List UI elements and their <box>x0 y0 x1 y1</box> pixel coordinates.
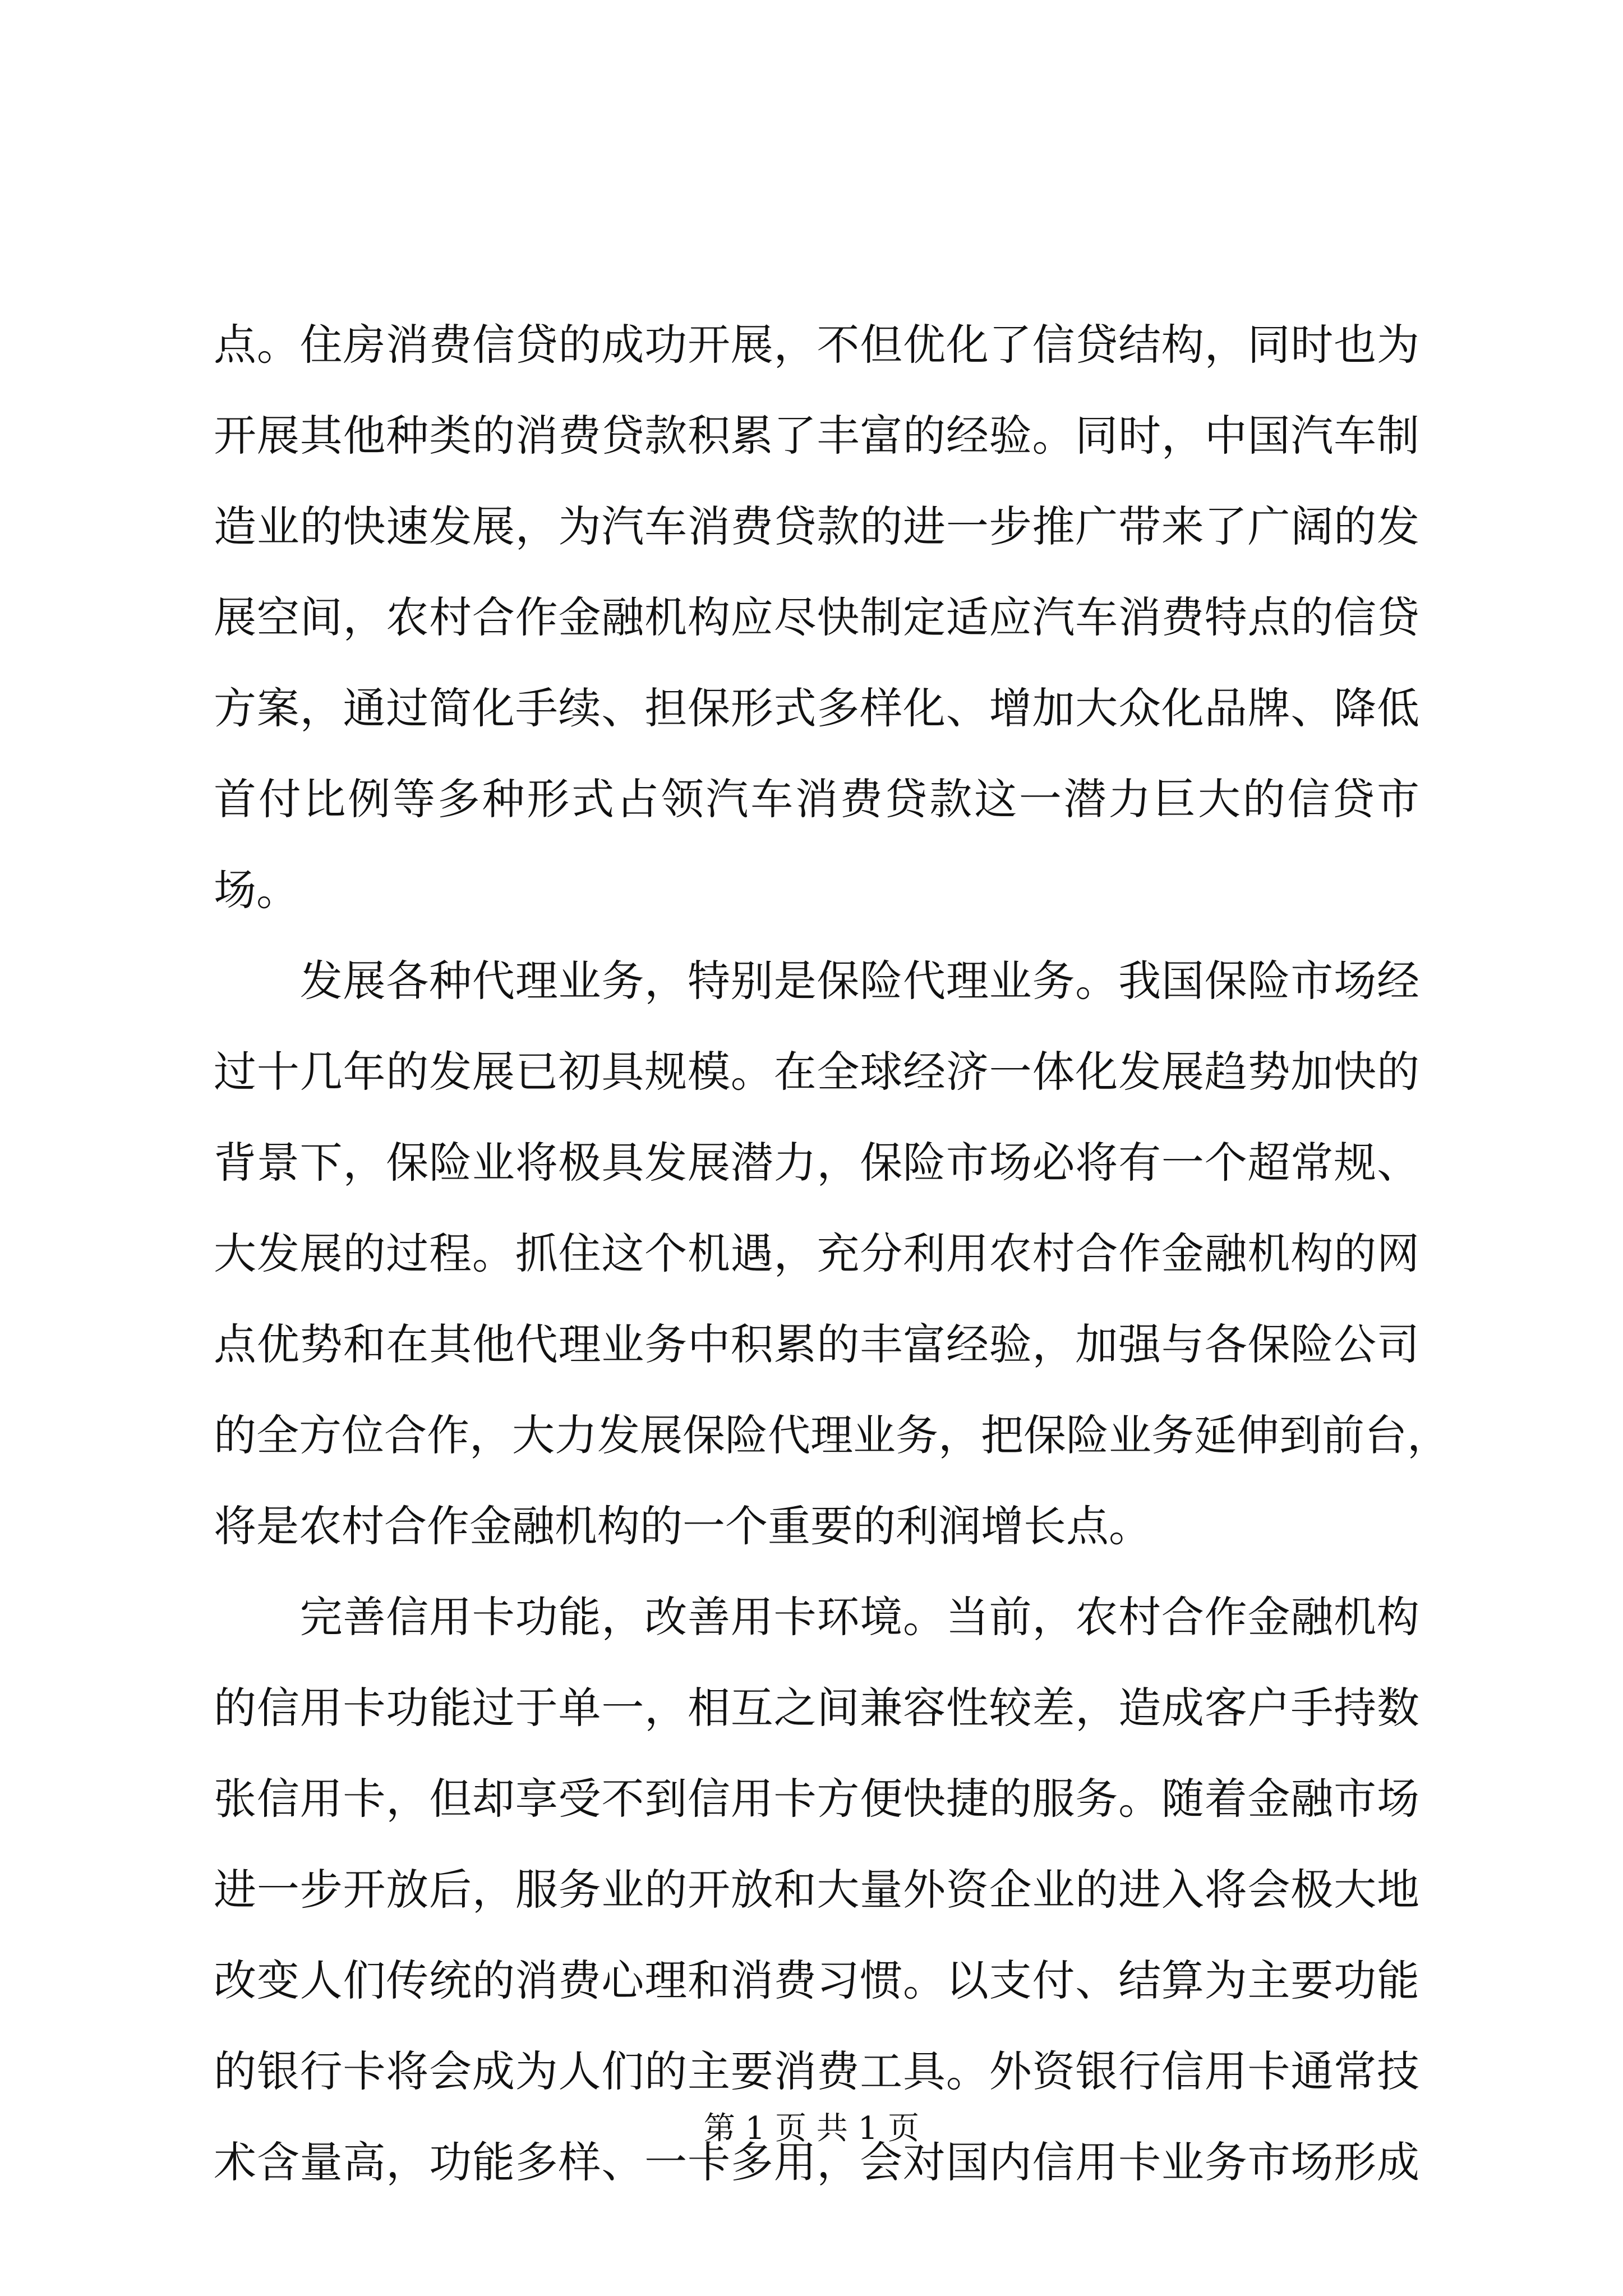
text-line: 背景下，保险业将极具发展潜力，保险市场必将有一个超常规、 <box>214 1138 1419 1188</box>
page-footer: 第 1 页 共 1 页 <box>703 2110 920 2147</box>
text-line: 将是农村合作金融机构的一个重要的利润增长点。 <box>214 1501 1151 1551</box>
text-line: 开展其他种类的消费贷款积累了丰富的经验。同时，中国汽车制 <box>214 411 1419 461</box>
body-text <box>214 300 1450 2208</box>
text-line: 造业的快速发展，为汽车消费贷款的进一步推广带来了广阔的发 <box>214 501 1419 551</box>
text-line: 完善信用卡功能，改善用卡环境。当前，农村合作金融机构 <box>214 1592 1419 1642</box>
text-line: 术含量高，功能多样、一卡多用，会对国内信用卡业务市场形成 <box>214 2137 1419 2187</box>
text-line: 场。 <box>214 865 299 915</box>
text-line: 首付比例等多种形式占领汽车消费贷款这一潜力巨大的信贷市 <box>214 774 1419 824</box>
text-line: 的信用卡功能过于单一，相互之间兼容性较差，造成客户手持数 <box>214 1683 1419 1733</box>
text-line: 进一步开放后，服务业的开放和大量外资企业的进入将会极大地 <box>214 1865 1419 1915</box>
text-line: 大发展的过程。抓住这个机遇，充分利用农村合作金融机构的网 <box>214 1228 1419 1278</box>
text-line: 点优势和在其他代理业务中积累的丰富经验，加强与各保险公司 <box>214 1319 1419 1369</box>
text-line: 的全方位合作，大力发展保险代理业务，把保险业务延伸到前台， <box>214 1410 1450 1460</box>
text-line: 的银行卡将会成为人们的主要消费工具。外资银行信用卡通常技 <box>214 2046 1419 2096</box>
text-line: 方案，通过简化手续、担保形式多样化、增加大众化品牌、降低 <box>214 683 1419 733</box>
text-line: 点。住房消费信贷的成功开展，不但优化了信贷结构，同时也为 <box>214 320 1419 370</box>
text-line: 展空间，农村合作金融机构应尽快制定适应汽车消费特点的信贷 <box>214 592 1419 642</box>
text-line: 过十几年的发展已初具规模。在全球经济一体化发展趋势加快的 <box>214 1047 1419 1097</box>
text-line: 改变人们传统的消费心理和消费习惯。以支付、结算为主要功能 <box>214 1955 1419 2005</box>
text-line: 发展各种代理业务，特别是保险代理业务。我国保险市场经 <box>214 956 1419 1006</box>
text-line: 张信用卡，但却享受不到信用卡方便快捷的服务。随着金融市场 <box>214 1774 1419 1824</box>
